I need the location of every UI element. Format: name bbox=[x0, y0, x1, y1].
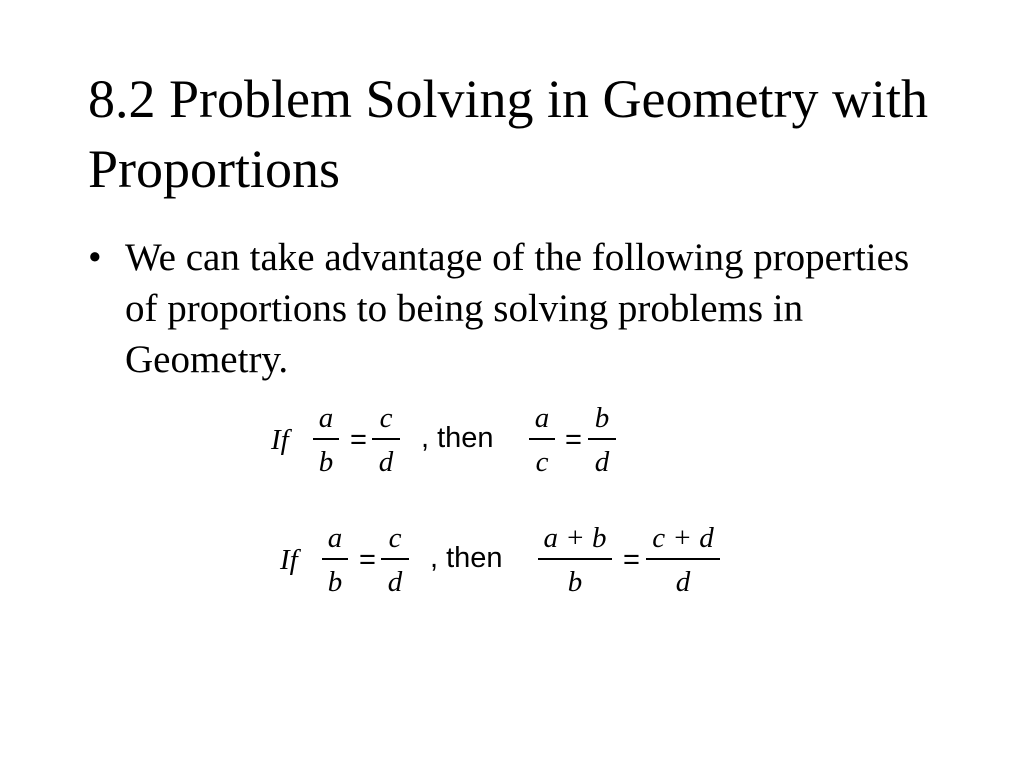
bullet-marker: • bbox=[88, 236, 102, 279]
formula-2-equals: = bbox=[359, 544, 376, 576]
formula-2-result-equals: = bbox=[623, 544, 640, 576]
fraction-bar bbox=[588, 438, 616, 440]
fraction-numerator: a + b bbox=[543, 522, 607, 554]
fraction-bar bbox=[646, 558, 720, 560]
formula-1-result-lhs-fraction bbox=[529, 404, 555, 477]
fraction-denominator: d bbox=[594, 446, 610, 478]
fraction-numerator: a bbox=[534, 402, 550, 434]
fraction-denominator: c bbox=[535, 446, 549, 478]
bullet-text: We can take advantage of the following properties of proportions to being solving problems in Geometry. bbox=[125, 236, 910, 381]
fraction-numerator: a bbox=[327, 522, 343, 554]
formula-1-lhs-fraction bbox=[313, 404, 339, 477]
fraction-denominator: d bbox=[387, 566, 403, 598]
formula-2-then: , then bbox=[430, 542, 503, 574]
fraction-bar bbox=[313, 438, 339, 440]
formula-2-result-rhs-fraction bbox=[646, 524, 720, 597]
fraction-bar bbox=[529, 438, 555, 440]
bullet-point bbox=[88, 232, 948, 385]
fraction-denominator: b bbox=[567, 566, 583, 598]
slide-title: 8.2 Problem Solving in Geometry with Proportions bbox=[88, 69, 928, 199]
formula-1-then: , then bbox=[421, 422, 494, 454]
formula-2-result-lhs-fraction bbox=[538, 524, 612, 597]
fraction-denominator: b bbox=[318, 446, 334, 478]
formula-1 bbox=[0, 402, 1024, 492]
formula-1-rhs-fraction bbox=[372, 404, 400, 477]
fraction-denominator: b bbox=[327, 566, 343, 598]
formula-2-rhs-fraction bbox=[381, 524, 409, 597]
formula-1-result-rhs-fraction bbox=[588, 404, 616, 477]
fraction-numerator: b bbox=[594, 402, 610, 434]
formula-2-if: If bbox=[280, 544, 298, 576]
fraction-bar bbox=[381, 558, 409, 560]
fraction-bar bbox=[538, 558, 612, 560]
fraction-denominator: d bbox=[675, 566, 691, 598]
formula-1-if: If bbox=[271, 424, 289, 456]
fraction-numerator: a bbox=[318, 402, 334, 434]
fraction-numerator: c + d bbox=[652, 522, 714, 554]
formula-2-lhs-fraction bbox=[322, 524, 348, 597]
formula-1-result-equals: = bbox=[565, 424, 582, 456]
fraction-bar bbox=[372, 438, 400, 440]
formula-1-equals: = bbox=[350, 424, 367, 456]
fraction-bar bbox=[322, 558, 348, 560]
fraction-numerator: c bbox=[379, 402, 393, 434]
formula-2 bbox=[0, 522, 1024, 612]
fraction-numerator: c bbox=[388, 522, 402, 554]
fraction-denominator: d bbox=[378, 446, 394, 478]
